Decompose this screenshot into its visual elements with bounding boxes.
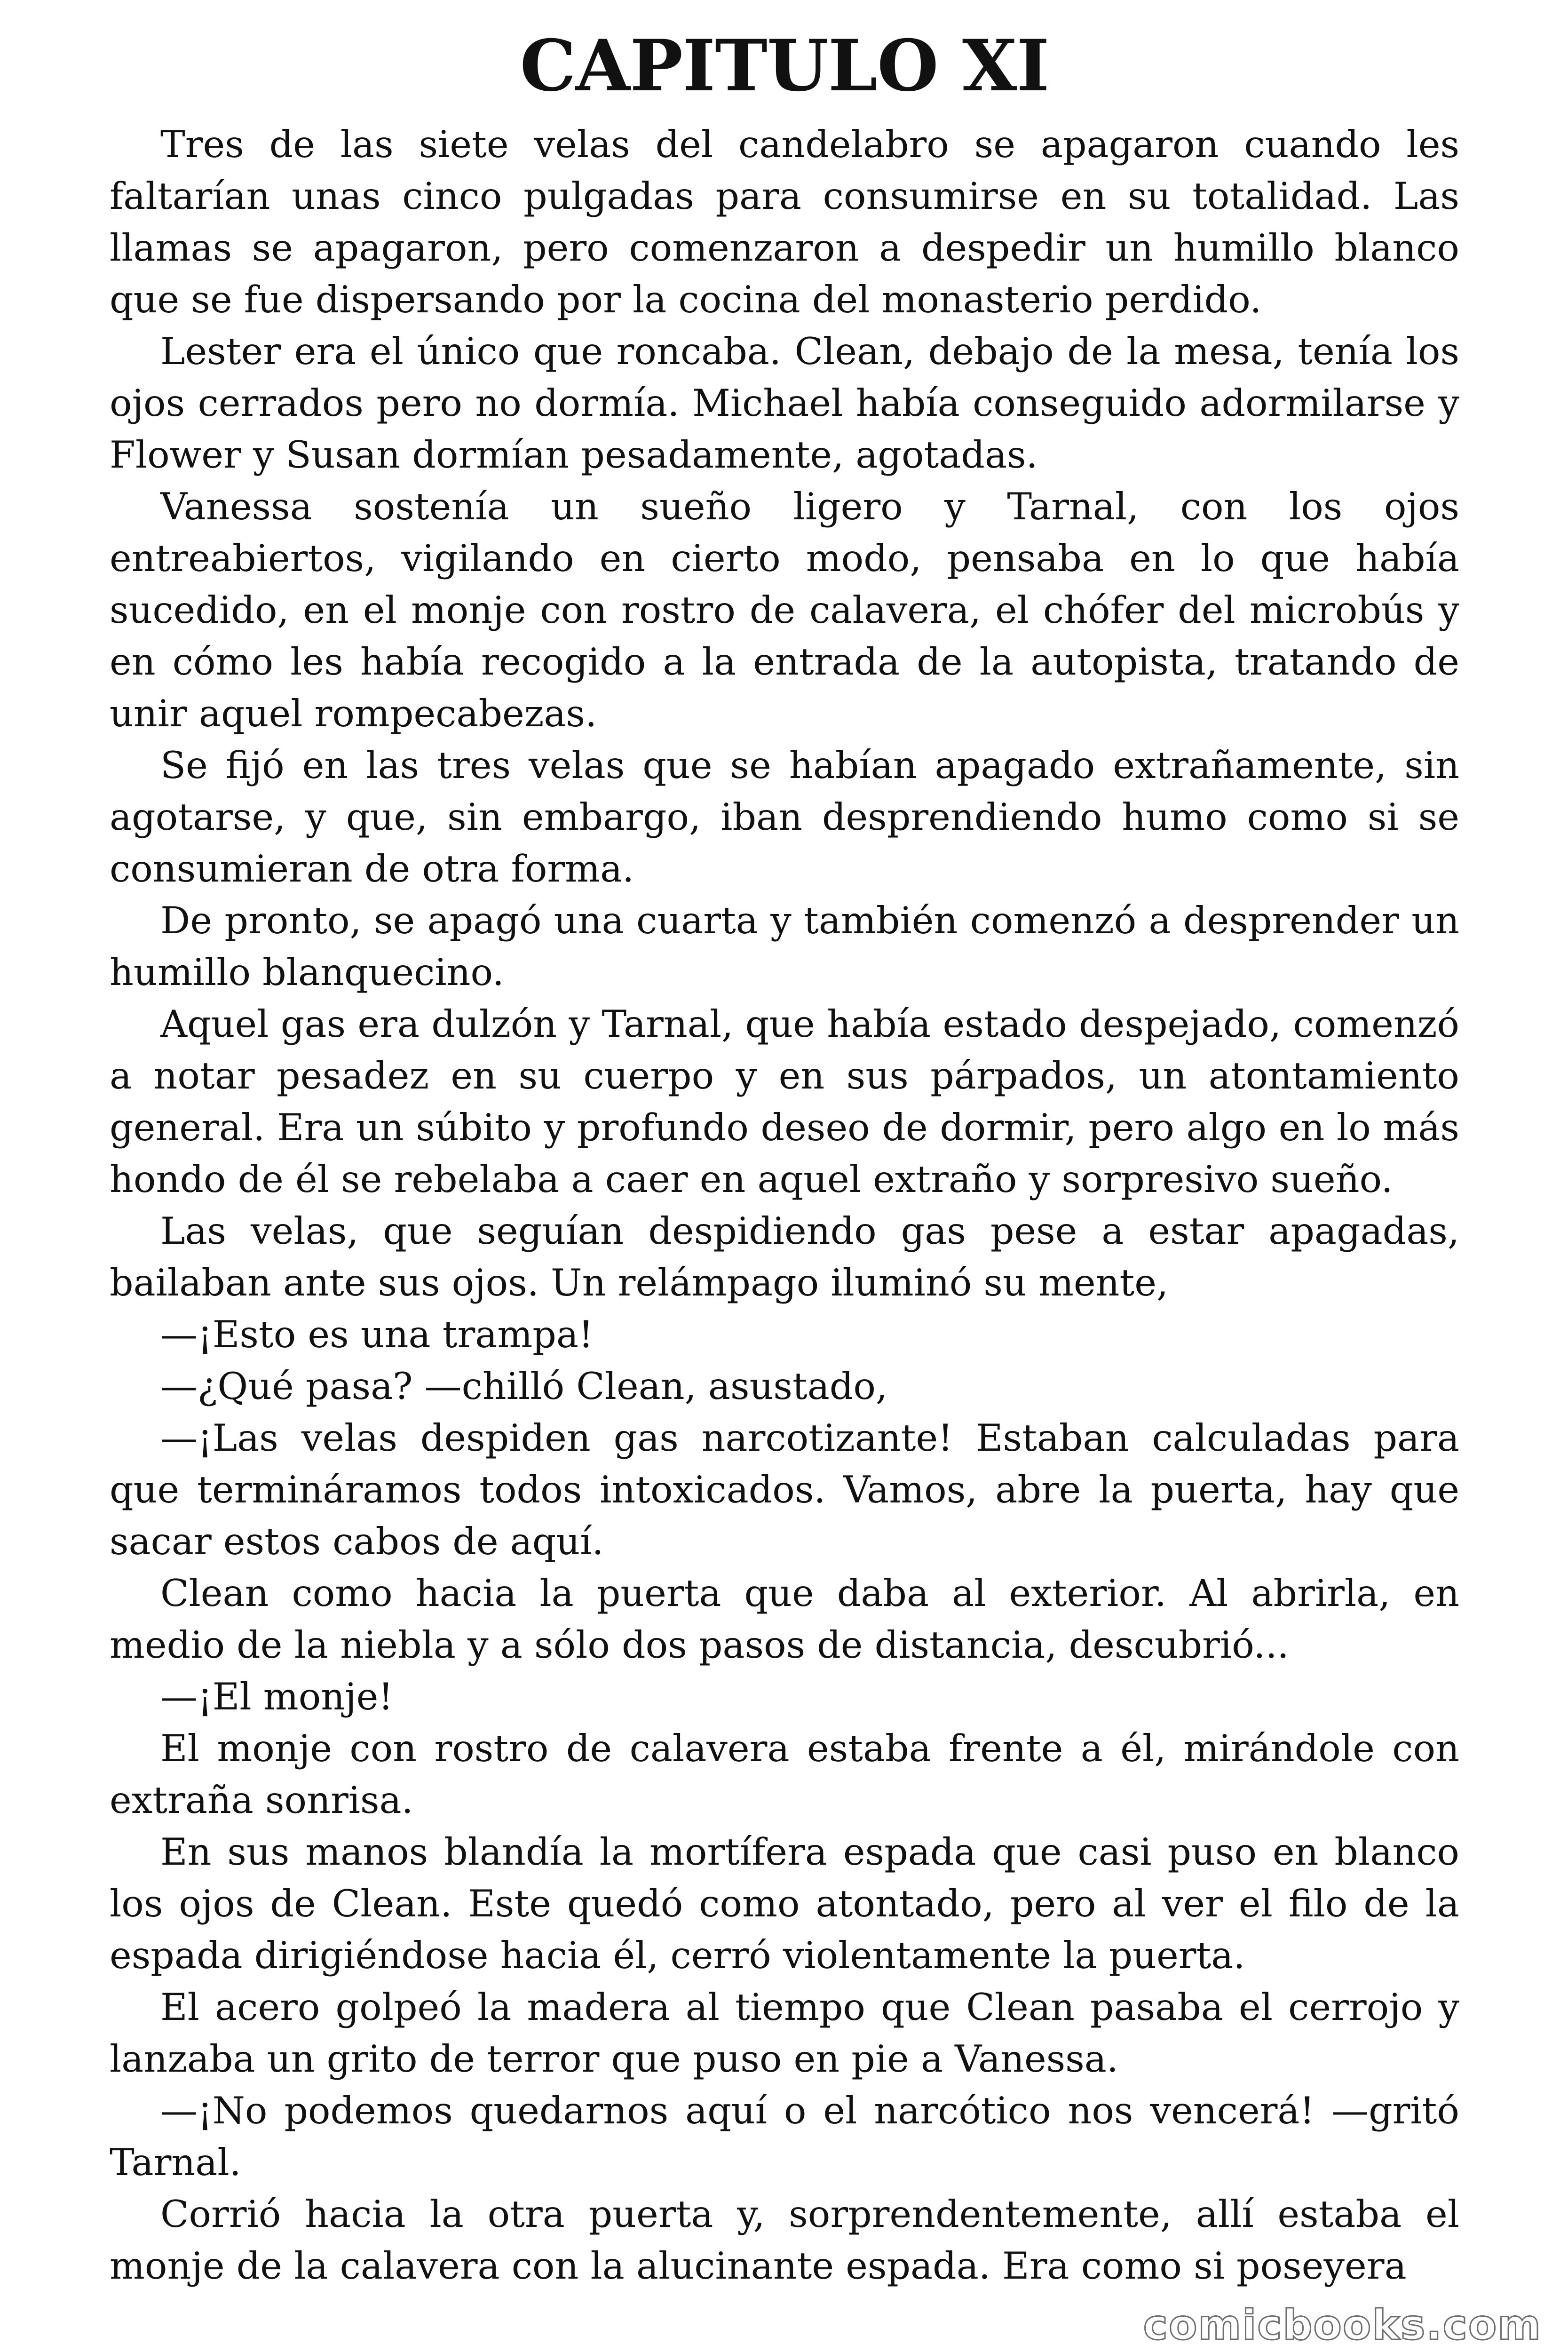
dialogue-line: —¿Qué pasa? —chilló Clean, asustado,: [160, 1365, 888, 1408]
chapter-title: CAPITULO XI: [520, 24, 1049, 107]
chapter-body: [110, 119, 1459, 2292]
paragraph: De pronto, se apagó una cuarta y también comenzó a desprender un humillo blanquecino.: [110, 899, 1459, 994]
dialogue-line: —¡Las velas despiden gas narcotizante! Estaban calculadas para que termináramos todos intoxicados. Vamos, abre la puerta, hay que sacar estos cabos de aquí.: [110, 1416, 1459, 1563]
paragraph: Aquel gas era dulzón y Tarnal, que había estado despejado, comenzó a notar pesadez en su cuerpo y en sus párpados, un atontamiento general. Era un súbito y profundo deseo de dormir, pero algo en lo más hondo de él se rebelaba a caer en aquel extraño y sorpresivo sueño.: [110, 1002, 1459, 1201]
watermark-logo: comicbooks.com: [1143, 2301, 1542, 2349]
paragraph: Clean como hacia la puerta que daba al exterior. Al abrirla, en medio de la niebla y a sólo dos pasos de distancia, descubrió...: [110, 1572, 1459, 1667]
dialogue-line: —¡No podemos quedarnos aquí o el narcótico nos vencerá! —gritó Tarnal.: [110, 2089, 1459, 2184]
paragraph: Vanessa sostenía un sueño ligero y Tarnal, con los ojos entreabiertos, vigilando en cierto modo, pensaba en lo que había sucedido, en el monje con rostro de calavera, el chófer del microbús y en cómo les había recogido a la entrada de la autopista, tratando de unir aquel rompecabezas.: [110, 485, 1459, 735]
paragraph: Se fijó en las tres velas que se habían apagado extrañamente, sin agotarse, y que, sin embargo, iban desprendiendo humo como si se consumieran de otra forma.: [110, 744, 1459, 890]
paragraph: Las velas, que seguían despidiendo gas pese a estar apagadas, bailaban ante sus ojos. Un relámpago iluminó su mente,: [110, 1209, 1459, 1304]
paragraph: Corrió hacia la otra puerta y, sorprendentemente, allí estaba el monje de la calavera con la alucinante espada. Era como si poseyera: [110, 2193, 1459, 2288]
dialogue-line: —¡El monje!: [160, 1675, 394, 1718]
paragraph: Lester era el único que roncaba. Clean, debajo de la mesa, tenía los ojos cerrados pero no dormía. Michael había conseguido adormilarse y Flower y Susan dormían pesadamente, agotadas.: [110, 330, 1459, 477]
book-page: [110, 19, 1459, 2292]
dialogue-line: —¡Esto es una trampa!: [160, 1313, 594, 1356]
paragraph: El acero golpeó la madera al tiempo que Clean pasaba el cerrojo y lanzaba un grito de terror que puso en pie a Vanessa.: [110, 1986, 1459, 2081]
paragraph: El monje con rostro de calavera estaba frente a él, mirándole con extraña sonrisa.: [110, 1727, 1459, 1822]
paragraph: Tres de las siete velas del candelabro se apagaron cuando les faltarían unas cinco pulgadas para consumirse en su totalidad. Las llamas se apagaron, pero comenzaron a despedir un humillo blanco que se fue dispersando por la cocina del monasterio perdido.: [110, 123, 1459, 321]
paragraph: En sus manos blandía la mortífera espada que casi puso en blanco los ojos de Clean. Este quedó como atontado, pero al ver el filo de la espada dirigiéndose hacia él, cerró violentamente la puerta.: [110, 1830, 1459, 1977]
